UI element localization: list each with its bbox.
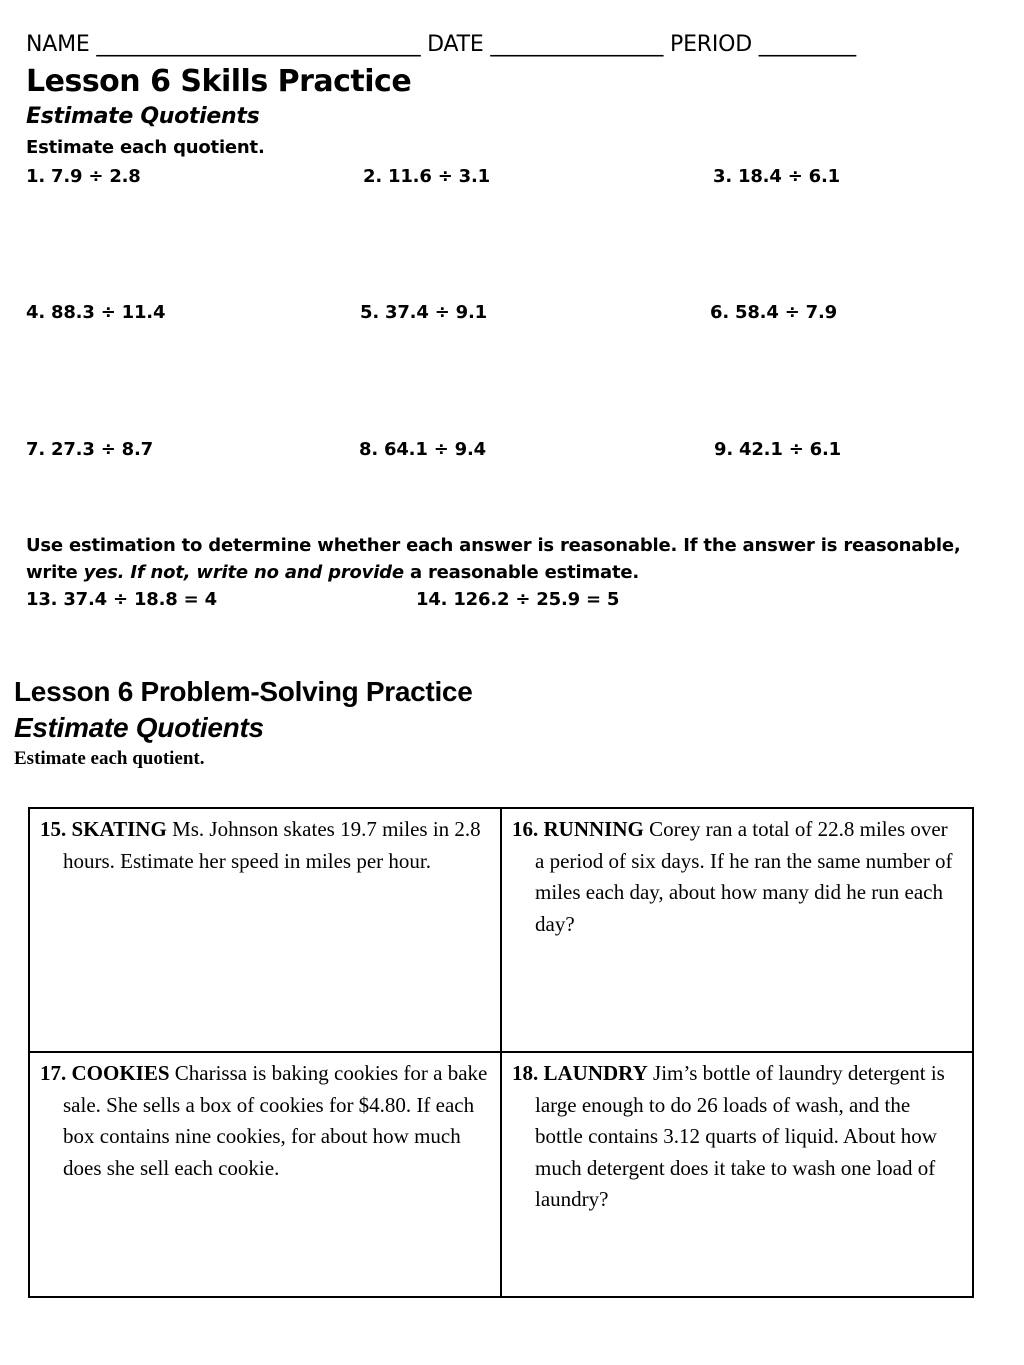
reasonableness-instruction	[26, 532, 986, 586]
word-problem-text: Ms. Johnson skates 19.7 miles in 2.8 hours. Estimate her speed in miles per hour.	[63, 817, 481, 873]
reasonableness-line-1: Use estimation to determine whether each answer is reasonable. If the answer is reasonable,	[26, 535, 961, 556]
skills-instruction: Estimate each quotient.	[26, 137, 265, 158]
problem-5: 5. 37.4 ÷ 9.1	[360, 302, 487, 323]
word-problem-15	[30, 809, 502, 1053]
problem-7: 7. 27.3 ÷ 8.7	[26, 439, 153, 460]
word-problem-18	[502, 1053, 972, 1296]
problem-solving-title: Lesson 6 Problem-Solving Practice	[14, 676, 473, 707]
word-problem-text: Charissa is baking cookies for a bake sale. She sells a box of cookies for $4.80. If each box contains nine cookies, for about how much does she sell each cookie.	[63, 1061, 488, 1180]
word-problem-text: Corey ran a total of 22.8 miles over a period of six days. If he ran the same number of miles each day, about how many did he run each day?	[535, 817, 953, 936]
word-problem-text: Jim’s bottle of laundry detergent is large enough to do 26 loads of wash, and the bottle contains 3.12 quarts of liquid. About how much detergent does it take to wash one load of laundry?	[535, 1061, 945, 1211]
problem-solving-subtitle: Estimate Quotients	[14, 712, 264, 743]
problem-3: 3. 18.4 ÷ 6.1	[713, 166, 840, 187]
word-problem-grid	[28, 807, 974, 1298]
problem-13: 13. 37.4 ÷ 18.8 = 4	[26, 589, 217, 610]
reasonableness-line-2	[26, 559, 986, 586]
problem-4: 4. 88.3 ÷ 11.4	[26, 302, 166, 323]
word-problem-17	[30, 1053, 502, 1296]
reasonableness-end: a reasonable estimate.	[409, 562, 640, 583]
problem-14: 14. 126.2 ÷ 25.9 = 5	[416, 589, 620, 610]
word-problem-label: 17. COOKIES	[40, 1061, 170, 1085]
word-problem-label: 15. SKATING	[40, 817, 167, 841]
problem-8: 8. 64.1 ÷ 9.4	[359, 439, 486, 460]
problem-1: 1. 7.9 ÷ 2.8	[26, 166, 141, 187]
problem-9: 9. 42.1 ÷ 6.1	[714, 439, 841, 460]
word-problem-label: 16. RUNNING	[512, 817, 644, 841]
problem-2: 2. 11.6 ÷ 3.1	[363, 166, 490, 187]
word-problem-16	[502, 809, 972, 1053]
reasonableness-write: write	[26, 562, 78, 583]
name-date-period-line: NAME ______________________________ DATE ________________ PERIOD _________	[26, 32, 856, 57]
problem-solving-instruction: Estimate each quotient.	[14, 748, 205, 769]
skills-title: Lesson 6 Skills Practice	[26, 64, 412, 99]
problem-6: 6. 58.4 ÷ 7.9	[710, 302, 837, 323]
skills-subtitle: Estimate Quotients	[26, 104, 260, 129]
reasonableness-italic: yes. If not, write no and provide	[83, 562, 404, 583]
word-problem-label: 18. LAUNDRY	[512, 1061, 648, 1085]
